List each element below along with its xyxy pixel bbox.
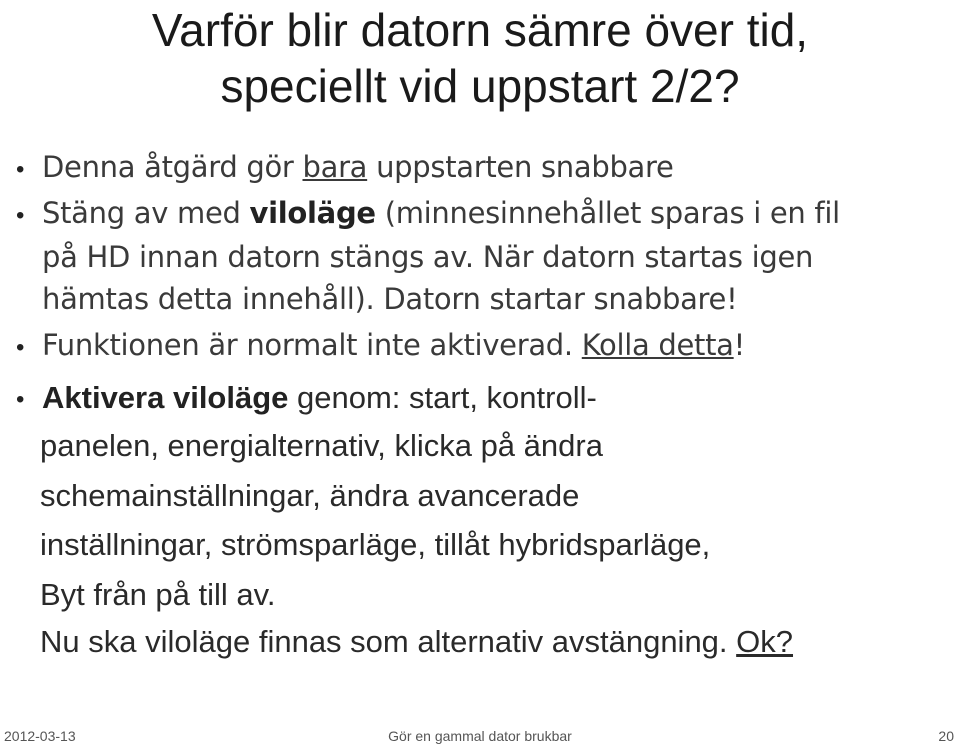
bullet-dot-icon: •: [16, 334, 25, 361]
footer-date: 2012-03-13: [4, 728, 76, 744]
bullet-2-line-1: Stäng av med viloläge (minnesinnehållet sparas i en fil: [42, 196, 840, 230]
bold-term: viloläge: [249, 196, 376, 230]
title-line-1: Varför blir datorn sämre över tid,: [151, 4, 809, 56]
kolla-detta-link: Kolla detta: [581, 328, 734, 362]
slide-title: [0, 2, 960, 114]
title-line-2: speciellt vid uppstart 2/2?: [220, 60, 740, 112]
bullet-4-line-1: Aktivera viloläge genom: start, kontroll-: [42, 380, 597, 415]
footer-title: Gör en gammal dator brukbar: [388, 728, 572, 744]
bullet-2-line-2: på HD innan datorn stängs av. När datorn startas igen: [42, 240, 814, 274]
bullet-4-line-6: Nu ska viloläge finnas som alternativ avstängning. Ok?: [40, 624, 794, 659]
bold-term: Aktivera viloläge: [42, 380, 289, 415]
bullet-2-line-3: hämtas detta innehåll). Datorn startar snabbare!: [42, 282, 738, 316]
bullet-4-line-5: Byt från på till av.: [40, 577, 276, 612]
bullet-dot-icon: •: [16, 202, 25, 229]
bullet-4-line-3: schemainställningar, ändra avancerade: [40, 478, 580, 513]
bullet-dot-icon: •: [16, 156, 25, 183]
bullet-4-line-2: panelen, energialternativ, klicka på ändra: [40, 428, 603, 463]
underlined-word: bara: [302, 150, 368, 184]
bullet-3: Funktionen är normalt inte aktiverad. Kolla detta!: [42, 328, 745, 362]
bullet-4-line-4: inställningar, strömsparläge, tillåt hybridsparläge,: [40, 527, 711, 562]
bullet-1: Denna åtgärd gör bara uppstarten snabbare: [42, 150, 674, 184]
bullet-dot-icon: •: [16, 386, 25, 413]
ok-link: Ok?: [736, 624, 794, 659]
footer-page-number: 20: [938, 728, 954, 744]
